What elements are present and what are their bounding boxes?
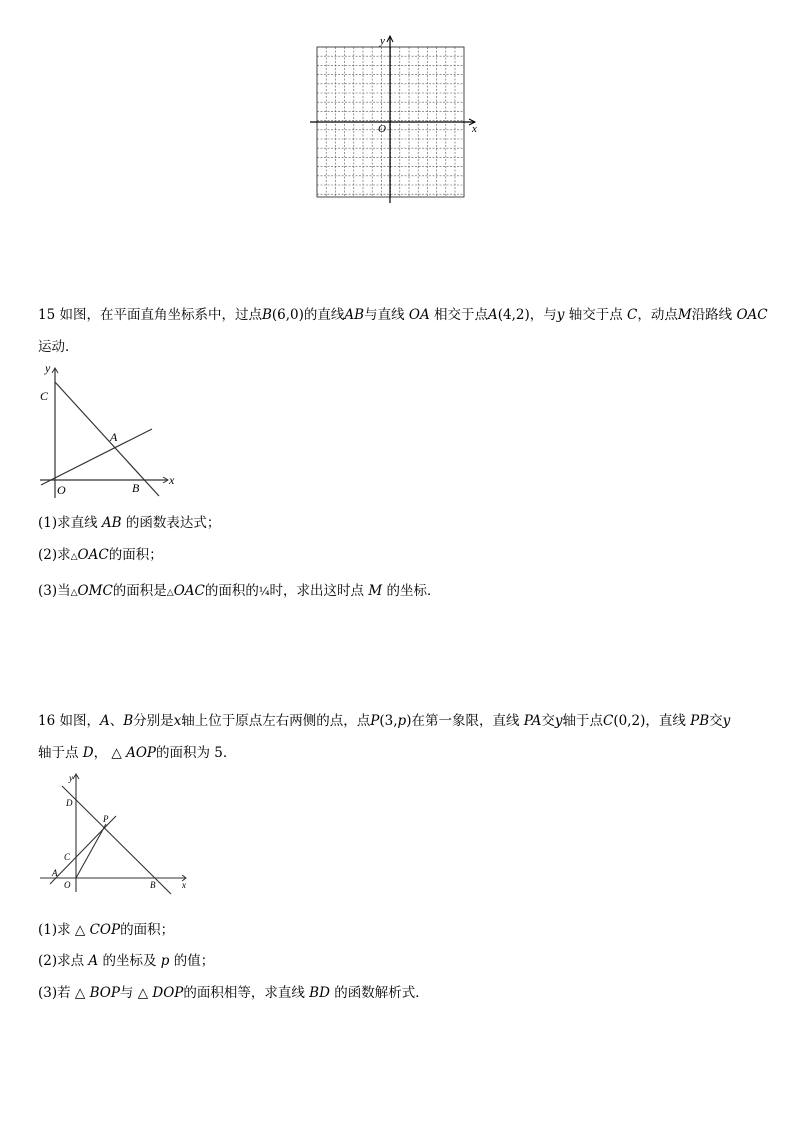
text-run: 15 如图，在平面直角坐标系中，过点 bbox=[38, 307, 262, 323]
math-symbol: y bbox=[554, 713, 563, 729]
text-run: 分别是 bbox=[133, 713, 174, 729]
math-symbol: P bbox=[370, 713, 380, 729]
q16-part-2 bbox=[38, 952, 214, 970]
text-run: 的面积为 5． bbox=[156, 745, 237, 761]
math-symbol: y bbox=[722, 713, 731, 729]
math-symbol: D bbox=[82, 745, 94, 761]
q15-part-2 bbox=[38, 546, 163, 566]
text-run: 的面积的 bbox=[204, 583, 259, 599]
text-run: 轴于点 bbox=[562, 713, 603, 729]
label-B: B bbox=[132, 481, 140, 495]
math-symbol: BD bbox=[309, 985, 330, 1001]
label-A: A bbox=[110, 430, 118, 444]
math-symbol: PB bbox=[690, 713, 710, 729]
math-symbol: COP bbox=[89, 922, 121, 938]
q16-part-3 bbox=[38, 984, 429, 1002]
coordinate-grid-figure bbox=[305, 32, 485, 207]
math-symbol: x bbox=[173, 713, 182, 729]
text-run: 的坐标． bbox=[382, 583, 441, 599]
segment-OP bbox=[76, 824, 106, 878]
math-symbol: M bbox=[677, 307, 692, 323]
q16-intro bbox=[38, 712, 730, 730]
math-symbol: y bbox=[556, 307, 565, 323]
label-C: C bbox=[40, 389, 49, 403]
text-run: ， △ bbox=[93, 745, 127, 761]
q15-part-1 bbox=[38, 514, 220, 532]
math-symbol: AB bbox=[101, 515, 122, 531]
label-A: A bbox=[52, 868, 58, 878]
text-run: 、 bbox=[109, 713, 124, 729]
text-run: (2)求点 bbox=[38, 953, 89, 969]
line-AP bbox=[50, 816, 116, 884]
math-symbol: A bbox=[88, 953, 99, 969]
label-P: P bbox=[103, 814, 109, 824]
text-run: 轴于点 bbox=[38, 745, 83, 761]
line-AB bbox=[55, 382, 159, 496]
math-symbol: AOP bbox=[126, 745, 156, 761]
text-run: 的坐标及 bbox=[98, 953, 161, 969]
label-x: x bbox=[169, 473, 175, 487]
text-run: )在第一象限，直线 bbox=[406, 713, 524, 729]
text-run: 与 △ bbox=[119, 985, 153, 1001]
label-y: y bbox=[45, 362, 51, 375]
math-symbol: A bbox=[99, 713, 110, 729]
label-y: y bbox=[69, 773, 73, 783]
math-symbol: PA bbox=[523, 713, 542, 729]
text-run: △ bbox=[70, 588, 78, 598]
text-run: 轴交于点 bbox=[564, 307, 628, 323]
text-run: 沿路线 bbox=[691, 307, 737, 323]
q16-figure bbox=[36, 770, 194, 896]
text-run: 相交于点 bbox=[429, 307, 489, 323]
math-symbol: OAC bbox=[173, 583, 205, 599]
text-run: (6,0)的直线 bbox=[271, 307, 345, 323]
text-run: 交 bbox=[541, 713, 555, 729]
math-symbol: OMC bbox=[77, 583, 113, 599]
math-symbol: OAC bbox=[736, 307, 768, 323]
text-run: (1)求直线 bbox=[38, 515, 102, 531]
text-run: (3)若 △ bbox=[38, 985, 90, 1001]
q15-intro bbox=[38, 306, 768, 324]
q15-intro-line2: 运动． bbox=[38, 339, 79, 355]
label-D: D bbox=[66, 798, 73, 808]
text-run: 时，求出这时点 bbox=[269, 583, 369, 599]
text-run: 的函数解析式． bbox=[329, 985, 429, 1001]
label-C: C bbox=[64, 852, 71, 862]
math-symbol: OA bbox=[408, 307, 430, 323]
text-run: (4,2)，与 bbox=[497, 307, 557, 323]
text-run: 的函数表达式； bbox=[121, 515, 221, 531]
text-run: (2)求 bbox=[38, 547, 71, 563]
q15-part-3 bbox=[38, 582, 440, 602]
text-run: △ bbox=[166, 588, 174, 598]
label-O: O bbox=[57, 483, 66, 497]
line-OA bbox=[41, 429, 152, 485]
math-symbol: A bbox=[488, 307, 498, 323]
origin-label: O bbox=[378, 123, 386, 135]
label-O: O bbox=[64, 880, 71, 890]
text-run: 的面积相等，求直线 bbox=[183, 985, 310, 1001]
text-run: (1)求 △ bbox=[38, 922, 90, 938]
y-axis-label: y bbox=[380, 35, 385, 47]
text-run: △ bbox=[70, 552, 78, 562]
math-symbol: p bbox=[397, 713, 407, 729]
q16-intro-line2 bbox=[38, 744, 236, 762]
q16-part-1 bbox=[38, 921, 174, 939]
math-symbol: M bbox=[368, 583, 383, 599]
math-symbol: AB bbox=[344, 307, 365, 323]
text-run: (3, bbox=[379, 713, 398, 729]
math-symbol: C bbox=[627, 307, 638, 323]
text-run: 的面积； bbox=[108, 547, 163, 563]
math-symbol: B bbox=[261, 307, 272, 323]
text-run: 的值； bbox=[169, 953, 215, 969]
text-run: (0,2)，直线 bbox=[613, 713, 691, 729]
math-symbol: BOP bbox=[89, 985, 120, 1001]
text-run: 的面积是 bbox=[112, 583, 167, 599]
label-B: B bbox=[150, 880, 156, 890]
math-symbol: p bbox=[160, 953, 170, 969]
x-axis-label: x bbox=[472, 123, 477, 135]
text-run: (3)当 bbox=[38, 583, 71, 599]
math-symbol: DOP bbox=[152, 985, 184, 1001]
math-symbol: B bbox=[123, 713, 134, 729]
math-symbol: C bbox=[602, 713, 614, 729]
q15-figure bbox=[36, 362, 178, 502]
text-run: ，动点 bbox=[637, 307, 678, 323]
text-run: 交 bbox=[709, 713, 723, 729]
math-symbol: OAC bbox=[77, 547, 109, 563]
text-run: 与直线 bbox=[364, 307, 409, 323]
label-x: x bbox=[182, 880, 186, 890]
fraction: ¼ bbox=[258, 585, 270, 598]
text-run: 轴上位于原点左右两侧的点，点 bbox=[181, 713, 371, 729]
text-run: 16 如图， bbox=[38, 713, 100, 729]
text-run: 的面积； bbox=[120, 922, 175, 938]
